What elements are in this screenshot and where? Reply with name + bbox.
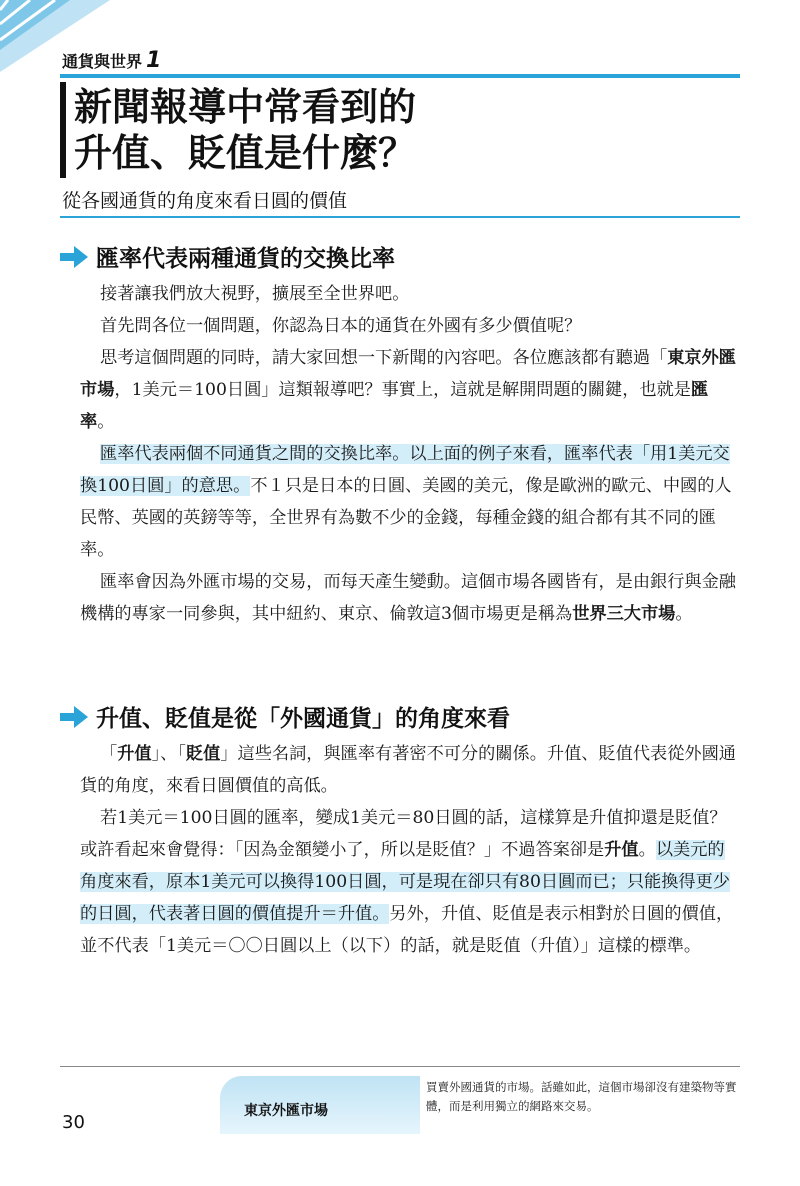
- text-run: 。: [638, 840, 656, 860]
- section1-paragraph-3: [80, 342, 740, 438]
- highlighted-text: 匯率代表兩個不同通貨之間的交換比率。以上面的例子來看，匯率代表「用1美元交換100日圓」的意思。: [80, 444, 730, 496]
- arrow-right-icon: [60, 706, 88, 728]
- section1-heading-text: 匯率代表兩種通貨的交換比率: [96, 246, 395, 272]
- page-title-line1: 新聞報導中常看到的: [74, 85, 417, 129]
- title-bar: [60, 82, 66, 178]
- text-run: 。: [97, 412, 115, 432]
- bold-term: 貶值: [185, 744, 221, 764]
- bold-term: 世界三大市場: [572, 604, 676, 624]
- text-run: 不１只是日本的日圓、美國的美元，像是歐洲的歐元、中國的人民幣、英國的英鎊等等，全世界有為數不少的金錢，每種金錢的組合都有其不同的匯率。: [80, 476, 732, 560]
- subtitle-rule: [60, 216, 740, 218]
- bold-term: 升值: [117, 744, 152, 764]
- highlighted-text: 以美元的角度來看，原本1美元可以換得100日圓，可是現在卻只有80日圓而已；只能換得更少的日圓，代表著日圓的價值提升＝升值。: [80, 840, 730, 924]
- section1-paragraph-1: 接著讓我們放大視野，擴展至全世界吧。: [100, 284, 410, 304]
- page-number: 30: [62, 1112, 85, 1133]
- chapter-number: 1: [146, 48, 162, 73]
- text-run: 「: [100, 744, 118, 764]
- text-run: 若1美元＝100日圓的匯率，變成1美元＝80日圓的話，這樣算是升值抑還是貶值？或許看起來會覺得：「因為金額變小了，所以是貶值？」不過答案卻是: [80, 808, 727, 860]
- footer-rule: [60, 1066, 740, 1067]
- section1-paragraph-2: 首先問各位一個問題，你認為日本的通貨在外國有多少價值呢？: [100, 316, 582, 336]
- section2-heading: [60, 700, 510, 733]
- text-run: 。: [675, 604, 693, 624]
- text-run: ，1美元＝100日圓」這類報導吧？事實上，這就是解開問題的關鍵，也就是: [114, 380, 691, 400]
- text-run: 匯率會因為外匯市場的交易，而每天產生變動。這個市場各國皆有，是由銀行與金融機構的專家一同參與，其中紐約、東京、倫敦這3個市場更是稱為: [80, 572, 736, 624]
- section1-heading: [60, 240, 395, 273]
- section2-paragraph-2: [80, 802, 740, 962]
- glossary-term: 東京外匯市場: [244, 1103, 328, 1119]
- section1-paragraph-5: [80, 566, 740, 630]
- text-run: 」、「: [151, 744, 186, 764]
- header-rule: [60, 74, 740, 78]
- section1-body: [80, 278, 740, 630]
- section1-paragraph-4: [80, 438, 740, 566]
- text-run: 」這些名詞，與匯率有著密不可分的關係。升值、貶值代表從外國通貨的角度，來看日圓價值的高低。: [80, 744, 736, 796]
- chapter-label: [62, 48, 161, 73]
- page-title: [74, 84, 416, 176]
- section2-body: [80, 738, 740, 962]
- text-run: 思考這個問題的同時，請大家回想一下新聞的內容吧。各位應該都有聽過「: [100, 348, 668, 368]
- page-title-line2: 升值、貶值是什麼？: [74, 131, 417, 175]
- bold-term: 匯率: [80, 380, 709, 432]
- chapter-label-text: 通貨與世界: [62, 52, 143, 71]
- section2-heading-text: 升值、貶值是從「外國通貨」的角度來看: [96, 706, 510, 732]
- bold-term: 東京外匯市場: [80, 348, 736, 400]
- glossary-definition: 買賣外國通貨的市場。話雖如此，這個市場卻沒有建築物等實體，而是利用獨立的網路來交易。: [426, 1080, 737, 1113]
- section2-paragraph-1: [80, 738, 740, 802]
- bold-term: 升值: [604, 840, 639, 860]
- arrow-right-icon: [60, 246, 88, 268]
- text-run: 另外，升值、貶值是表示相對於日圓的價值，並不代表「1美元＝〇〇日圓以上（以下）的話，就是貶值（升值）」這樣的標準。: [80, 904, 734, 956]
- page-subtitle: 從各國通貨的角度來看日圓的價值: [62, 190, 348, 212]
